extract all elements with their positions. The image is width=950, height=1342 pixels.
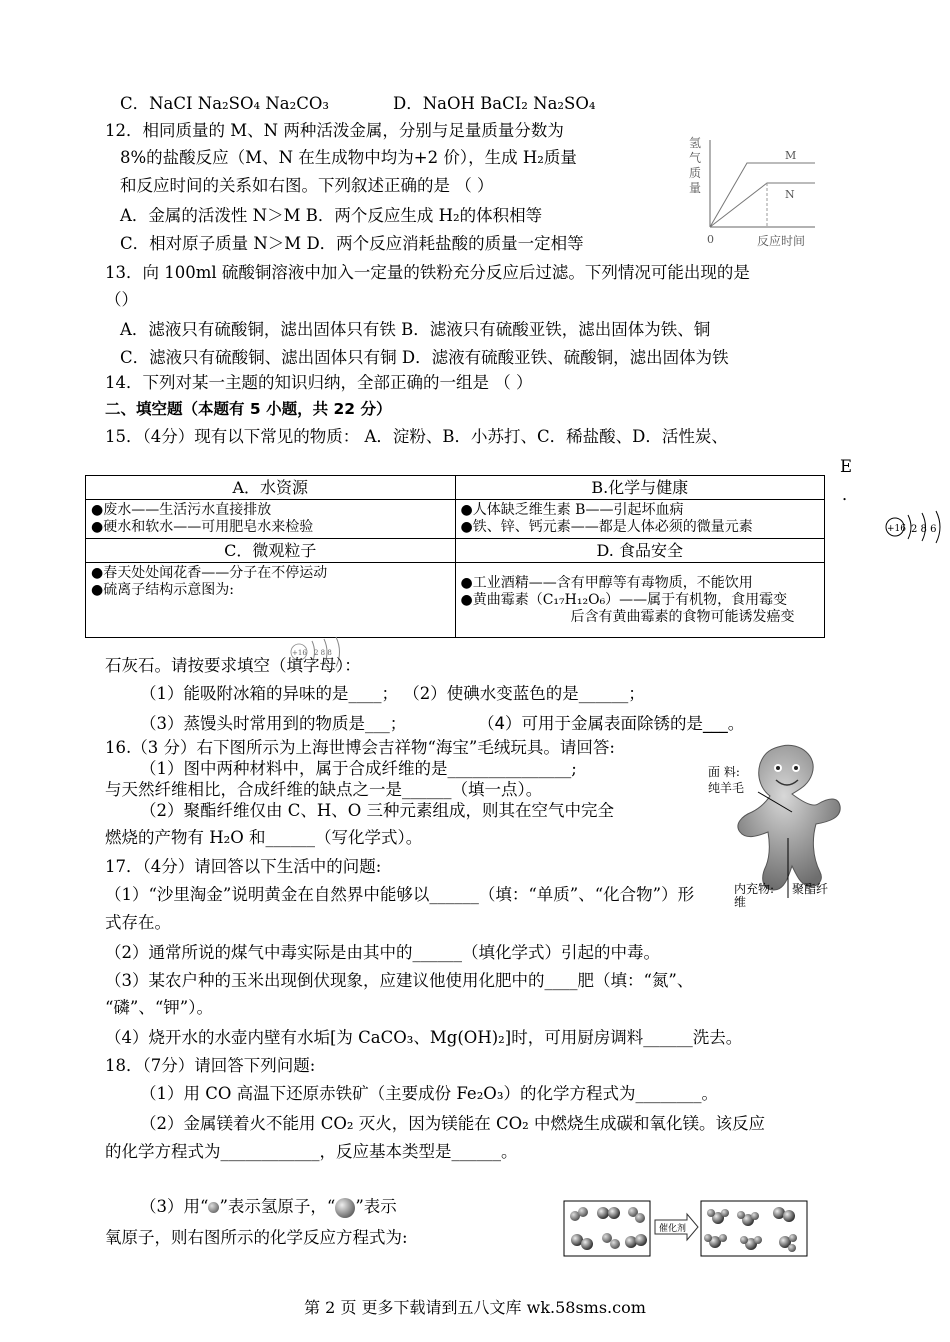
- q18-stem: 18．（7分）请回答下列问题:: [105, 1056, 316, 1075]
- q18-part3-b: ”表示氢原子，“: [219, 1197, 336, 1216]
- catalyst-label: 催化剂: [659, 1224, 687, 1234]
- table-d-item3: 后含有黄曲霉素的食物可能诱发癌变: [570, 609, 795, 625]
- q17-part1-b: 式存在。: [105, 913, 171, 932]
- q17-part3-b: “磷”、“钾”）。: [105, 998, 213, 1017]
- sulfur-ion-diagram-side: [880, 505, 950, 550]
- graph-line-m: [710, 163, 815, 227]
- table-b-content: [455, 500, 825, 539]
- q16-part1: （1）图中两种材料中，属于合成纤维的是_______________;: [140, 759, 577, 778]
- graph-ylabel-4: 量: [689, 181, 702, 195]
- graph-xlabel: 反应时间: [757, 234, 806, 248]
- q12-options-cd: C．相对原子质量 N＞M D．两个反应消耗盐酸的质量一定相等: [120, 234, 584, 253]
- q18-part1: （1）用 CO 高温下还原赤铁矿（主要成份 Fe₂O₃）的化学方程式为________。: [140, 1084, 718, 1103]
- graph-label-m: M: [785, 149, 797, 162]
- q16-part2-b: 燃烧的产物有 H₂O 和______（写化学式）。: [105, 828, 423, 847]
- graph-line-n: [710, 183, 815, 227]
- table-d-content: [455, 563, 825, 638]
- q15-part3: （3）蒸馒头时常用到的物质是___；: [140, 714, 407, 733]
- q15-part1-2: （1）能吸附冰箱的异味的是____； （2）使碘水变蓝色的是______；: [140, 684, 645, 703]
- q12-stem-line3: 和反应时间的关系如右图。下列叙述正确的是 （ ）: [120, 176, 494, 195]
- label-wool: 纯羊毛: [708, 781, 745, 795]
- table-a-title: A．水资源: [86, 476, 456, 500]
- q16-stem-line1: 16.（3 分）右下图所示为上海世博会吉祥物“海宝”毛绒玩具。请回答:: [105, 738, 615, 757]
- q18-part2-b: 的化学方程式为____________，反应基本类型是______。: [105, 1142, 518, 1161]
- label-filling: 内充物:: [734, 882, 775, 896]
- q16-part2: （2）聚酯纤维仅由 C、H、O 三种元素组成，则其在空气中完全: [140, 801, 615, 820]
- q11-option-c: C．NaCI Na₂SO₄ Na₂CO₃: [120, 94, 330, 113]
- table-c-title: C．微观粒子: [86, 539, 456, 563]
- small-shell-electrons: 2 8 8: [314, 649, 332, 657]
- q15-e-dot: ．: [842, 485, 859, 504]
- q17-stem: 17．（4分）请回答以下生活中的问题:: [105, 857, 382, 876]
- table-b-title: B.化学与健康: [455, 476, 825, 500]
- q12-stem-line1: 12．相同质量的 M、N 两种活泼金属，分别与足量质量分数为: [105, 121, 564, 140]
- q15-e-char: E: [840, 457, 853, 476]
- q11-option-d: D．NaOH BaCI₂ Na₂SO₄: [393, 94, 596, 113]
- knowledge-table: [85, 475, 825, 638]
- label-face-material: 面 料:: [708, 765, 740, 779]
- q15-stem-line2: 石灰石。请按要求填空（填字母）：: [105, 656, 361, 675]
- graph-label-n: N: [785, 188, 795, 201]
- hydrogen-atom-icon: [208, 1202, 219, 1213]
- graph-origin: 0: [707, 233, 714, 246]
- table-a-content: [86, 500, 456, 539]
- q18-part3-b-line: 氧原子，则右图所示的化学反应方程式为:: [105, 1228, 408, 1247]
- q12-options-ab: A．金属的活泼性 N＞M B．两个反应生成 H₂的体积相等: [120, 206, 543, 225]
- table-d-title: D. 食品安全: [455, 539, 825, 563]
- q12-graph-svg: [685, 135, 820, 250]
- q18-part2: （2）金属镁着火不能用 CO₂ 灭火，因为镁能在 CO₂ 中燃烧生成碳和氧化镁。该反应: [140, 1114, 766, 1133]
- q13-options-ab: A．滤液只有硫酸铜，滤出固体只有铁 B．滤液只有硫酸亚铁，滤出固体为铁、铜: [120, 320, 711, 339]
- q17-part4: （4）烧开水的水壶内壁有水垢[为 CaCO₃、Mg(OH)₂]时，可用厨房调料______洗去。: [105, 1028, 743, 1047]
- q17-part3: （3）某农户种的玉米出现倒伏现象，应建议他使用化肥中的____肥（填：“氮”、: [105, 971, 694, 990]
- q18-part3-a: （3）用“: [140, 1197, 209, 1216]
- shell-arc-3: [936, 511, 940, 543]
- table-b-item1: ●人体缺乏维生素 B——引起坏血病: [460, 502, 684, 518]
- q13-options-cd: C．滤液只有硫酸铜、滤出固体只有铜 D．滤液有硫酸亚铁、硫酸铜，滤出固体为铁: [120, 348, 729, 367]
- q17-part1: （1）“沙里淘金”说明黄金在自然界中能够以______（填：“单质”、“化合物”）形: [105, 885, 695, 904]
- q18-part3: [140, 1196, 397, 1218]
- oxygen-atom-icon: [335, 1198, 355, 1218]
- graph-ylabel-1: 氢: [689, 136, 702, 150]
- graph-ylabel-2: 气: [689, 151, 702, 165]
- haibao-pupil-left: [776, 766, 780, 770]
- q15-stem-line1: 15．（4分）现有以下常见的物质： A．淀粉、B．小苏打、C．稀盐酸、D．活性炭、: [105, 427, 728, 446]
- section2-title: 二、填空题（本题有 5 小题，共 22 分）: [105, 400, 392, 418]
- q16-part1-b: 与天然纤维相比，合成纤维的缺点之一是______（填一点）。: [105, 780, 543, 799]
- nucleus-label: +16: [887, 524, 906, 534]
- label-polyester: 聚酯纤: [792, 882, 829, 896]
- table-c-item1: ●春天处处闻花香——分子在不停运动: [91, 565, 328, 581]
- table-c-item2: ●硫离子结构示意图为:: [91, 582, 234, 598]
- q12-graph: [685, 135, 820, 250]
- haibao-pupil-right: [794, 766, 798, 770]
- haibao-body: [738, 745, 840, 890]
- q18-part3-c: ”表示: [355, 1197, 397, 1216]
- reaction-diagram: [563, 1198, 813, 1260]
- table-a-item2: ●硬水和软水——可用肥皂水来检验: [91, 519, 314, 535]
- table-d-item1: ●工业酒精——含有甲醇等有毒物质，不能饮用: [460, 575, 753, 591]
- table-a-item1: ●废水——生活污水直接排放: [91, 502, 272, 518]
- nucleus-small-label: +16: [292, 649, 307, 657]
- label-fiber: 维: [734, 895, 747, 908]
- table-d-item2: ●黄曲霉素（C₁₇H₁₂O₆）——属于有机物，食用霉变: [460, 592, 788, 608]
- table-c-content: [86, 563, 456, 638]
- q12-stem-line2: 8%的盐酸反应（M、N 在生成物中均为+2 价），生成 H₂质量: [120, 148, 577, 167]
- haibao-mascot-image: [700, 738, 850, 908]
- graph-ylabel-3: 质: [689, 166, 702, 180]
- q17-part2: （2）通常所说的煤气中毒实际是由其中的______（填化学式）引起的中毒。: [105, 943, 660, 962]
- shell-electrons: 2 8 6: [911, 524, 937, 535]
- q13-stem-line1: 13．向 100ml 硫酸铜溶液中加入一定量的铁粉充分反应后过滤。下列情况可能出现的是: [105, 263, 750, 282]
- q15-part4: （4）可用于金属表面除锈的是___。: [478, 714, 745, 733]
- q13-stem-line2: （）: [105, 290, 138, 309]
- table-b-item2: ●铁、锌、钙元素——都是人体必须的微量元素: [460, 519, 753, 535]
- page-footer: 第 2 页 更多下载请到五八文库 wk.58sms.com: [304, 1298, 646, 1317]
- q14-stem: 14．下列对某一主题的知识归纳，全部正确的一组是 （ ）: [105, 373, 533, 392]
